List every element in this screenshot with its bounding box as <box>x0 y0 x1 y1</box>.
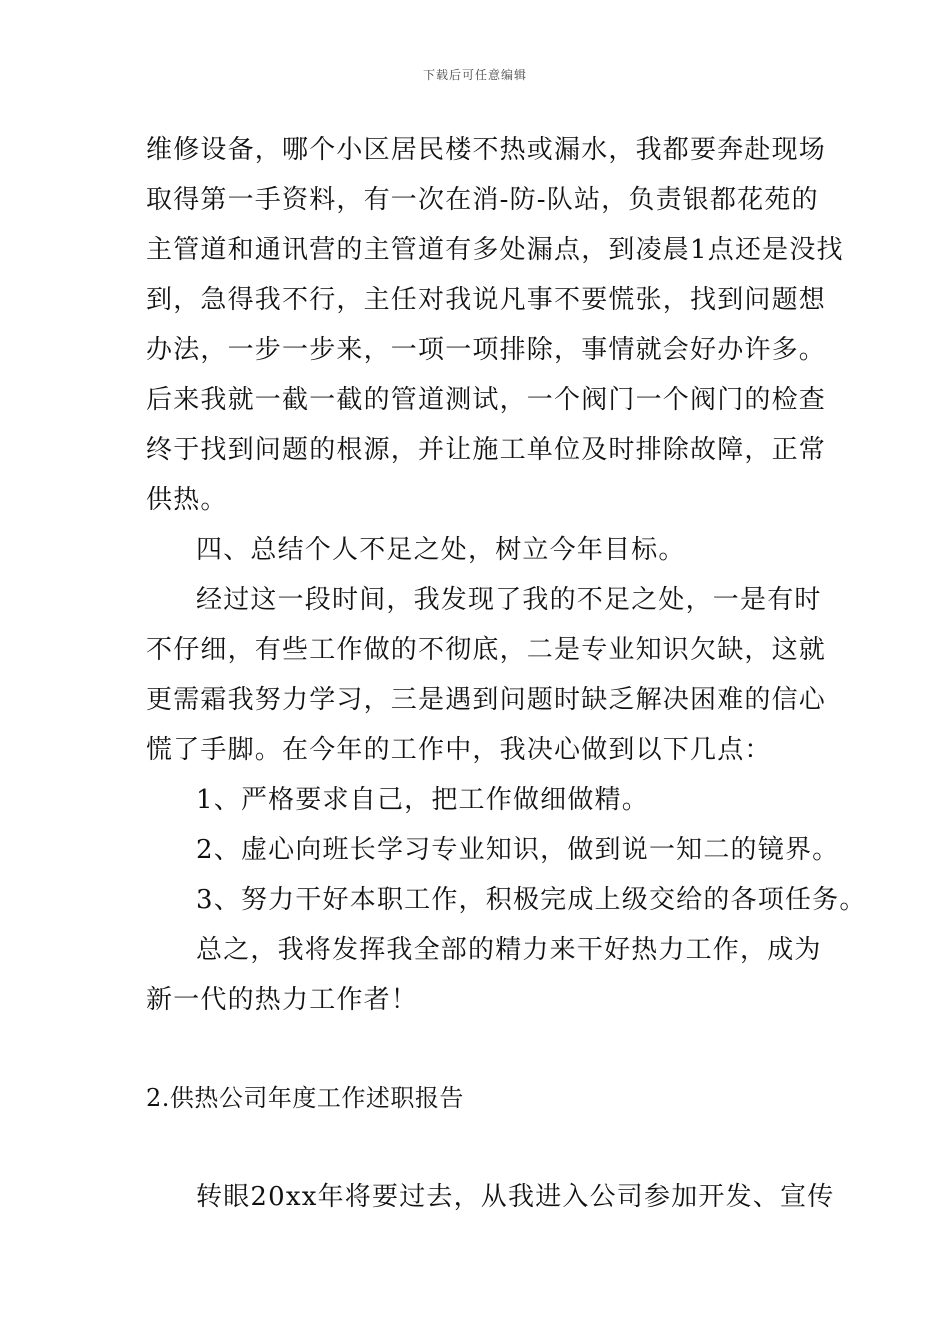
list-item: 2、虚心向班长学习专业知识，做到说一知二的镜界。 <box>196 835 840 865</box>
paragraph-line: 到，急得我不行，主任对我说凡事不要慌张，找到问题想 <box>146 285 827 315</box>
paragraph-line: 转眼20xx年将要过去，从我进入公司参加开发、宣传 <box>196 1182 835 1212</box>
list-item: 1、严格要求自己，把工作做细做精。 <box>196 785 649 815</box>
paragraph-line: 取得第一手资料，有一次在消-防-队站，负责银都花苑的 <box>146 185 819 215</box>
page-header-note: 下载后可任意编辑 <box>422 68 527 82</box>
paragraph-line: 办法，一步一步来，一项一项排除，事情就会好办许多。 <box>146 335 827 365</box>
paragraph-line: 新一代的热力工作者！ <box>146 985 419 1015</box>
paragraph-line: 经过这一段时间，我发现了我的不足之处，一是有时 <box>196 585 822 615</box>
paragraph-line: 慌了手脚。在今年的工作中，我决心做到以下几点： <box>146 735 772 765</box>
list-item: 3、努力干好本职工作，积极完成上级交给的各项任务。 <box>196 885 867 915</box>
paragraph-line: 供热。 <box>146 485 228 515</box>
paragraph-line: 更需霜我努力学习，三是遇到问题时缺乏解决困难的信心 <box>146 685 827 715</box>
paragraph-line: 不仔细，有些工作做的不彻底，二是专业知识欠缺，这就 <box>146 635 827 665</box>
paragraph-line: 总之，我将发挥我全部的精力来干好热力工作，成为 <box>196 935 822 965</box>
report-title: 2.供热公司年度工作述职报告 <box>146 1084 464 1112</box>
paragraph-line: 终于找到问题的根源，并让施工单位及时排除故障，正常 <box>146 435 827 465</box>
paragraph-line: 主管道和通讯营的主管道有多处漏点，到凌晨1点还是没找 <box>146 235 844 265</box>
section-heading: 四、总结个人不足之处，树立今年目标。 <box>196 535 686 565</box>
paragraph-line: 后来我就一截一截的管道测试，一个阀门一个阀门的检查 <box>146 385 827 415</box>
paragraph-line: 维修设备，哪个小区居民楼不热或漏水，我都要奔赴现场 <box>146 135 827 165</box>
